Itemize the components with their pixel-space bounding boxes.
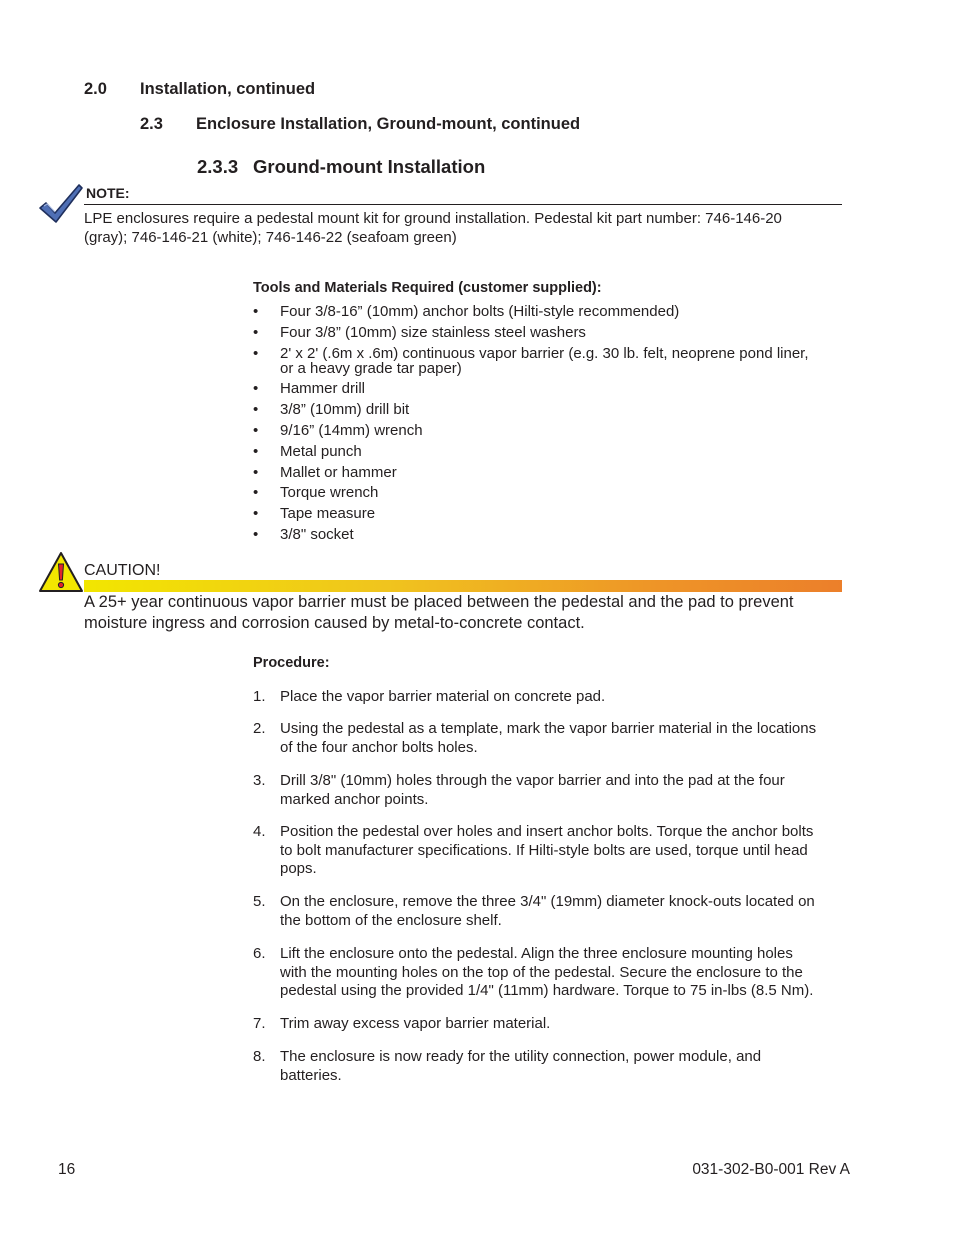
procedure-title: Procedure:	[253, 655, 330, 671]
list-item-text: • Tape measure	[280, 505, 376, 523]
step-number: 4.	[253, 823, 266, 840]
list-item	[253, 444, 843, 459]
note-divider	[84, 204, 842, 205]
caution-line: A 25+ year continuous vapor barrier must be placed between the pedestal and the pad to prevent	[84, 593, 794, 611]
procedure-step	[253, 893, 843, 930]
subsection-number: 2.3	[140, 115, 163, 133]
step-text: The enclosure is now ready for the utility connection, power module, and	[280, 1048, 762, 1065]
list-item-text: • Four 3/8” (10mm) size stainless steel washers	[280, 323, 586, 341]
procedure-step	[253, 1015, 843, 1034]
list-item	[253, 325, 843, 340]
list-item	[253, 527, 843, 542]
list-item	[253, 465, 843, 480]
list-item	[253, 304, 843, 319]
section-number: 2.0	[84, 80, 107, 98]
section-heading	[84, 80, 315, 99]
checkmark-icon	[38, 182, 84, 224]
list-item-text: • Metal punch	[280, 442, 362, 460]
list-item	[253, 485, 843, 500]
list-item-text: • 2' x 2' (.6m x .6m) continuous vapor barrier (e.g. 30 lb. felt, neoprene pond liner,	[280, 344, 809, 362]
step-text: Lift the enclosure onto the pedestal. Align the three enclosure mounting holes	[280, 945, 793, 962]
step-text: pops.	[280, 860, 317, 878]
step-text: batteries.	[280, 1066, 342, 1084]
subsubsection-title: Ground-mount Installation	[253, 156, 486, 177]
list-item	[253, 402, 843, 417]
list-item	[253, 346, 843, 376]
step-number: 8.	[253, 1048, 266, 1065]
step-number: 3.	[253, 772, 266, 789]
step-text: Using the pedestal as a template, mark the vapor barrier material in the locations	[280, 720, 817, 737]
list-item-text: • 3/8" socket	[280, 525, 354, 543]
step-number: 7.	[253, 1015, 266, 1032]
list-item-text: • 9/16” (14mm) wrench	[280, 421, 423, 439]
section-title: Installation, continued	[140, 80, 316, 98]
subsection-heading	[140, 115, 580, 134]
tools-list	[253, 304, 843, 548]
step-text: On the enclosure, remove the three 3/4" (19mm) diameter knock-outs located on	[280, 893, 815, 910]
page-number: 16	[58, 1161, 76, 1178]
document-id: 031-302-B0-001 Rev A	[692, 1161, 850, 1178]
step-text: to bolt manufacturer specifications. If Hilti-style bolts are used, torque until head	[280, 841, 808, 859]
note-line: LPE enclosures require a pedestal mount kit for ground installation. Pedestal kit part number: 746-146-20	[84, 210, 782, 227]
step-number: 5.	[253, 893, 266, 910]
list-item-text: • 3/8” (10mm) drill bit	[280, 401, 410, 419]
procedure-step	[253, 945, 843, 1001]
list-item	[253, 381, 843, 396]
note-body	[84, 209, 844, 247]
caution-line: moisture ingress and corrosion caused by metal-to-concrete contact.	[84, 614, 585, 632]
step-number: 6.	[253, 945, 266, 962]
list-item-text: • Hammer drill	[280, 380, 366, 398]
note-title: NOTE:	[86, 185, 130, 201]
step-text: with the mounting holes on the top of the pedestal. Secure the enclosure to the	[280, 963, 803, 981]
subsubsection-number: 2.3.3	[197, 156, 239, 177]
tools-title: Tools and Materials Required (customer supplied):	[253, 280, 602, 296]
step-text: Position the pedestal over holes and insert anchor bolts. Torque the anchor bolts	[280, 823, 814, 840]
note-line: (gray); 746-146-21 (white); 746-146-22 (seafoam green)	[84, 229, 457, 246]
step-text: the bottom of the enclosure shelf.	[280, 911, 502, 929]
subsection-title: Enclosure Installation, Ground-mount, continued	[196, 115, 581, 133]
procedure-step	[253, 720, 843, 757]
step-text: Place the vapor barrier material on concrete pad.	[280, 688, 606, 705]
procedure-step	[253, 688, 843, 707]
list-item-text: • Torque wrench	[280, 484, 379, 502]
step-text: Trim away excess vapor barrier material.	[280, 1015, 551, 1032]
warning-triangle-icon	[38, 551, 84, 594]
step-text: pedestal using the provided 1/4" (11mm) hardware. Torque to 75 in-lbs (8.5 Nm).	[280, 982, 814, 1000]
step-text: Drill 3/8" (10mm) holes through the vapor barrier and into the pad at the four	[280, 772, 785, 789]
step-number: 2.	[253, 720, 266, 737]
list-item	[253, 506, 843, 521]
step-text: marked anchor points.	[280, 790, 429, 808]
list-item-text: or a heavy grade tar paper)	[280, 359, 462, 377]
step-number: 1.	[253, 688, 266, 705]
list-item-text: • Mallet or hammer	[280, 463, 397, 481]
procedure-step	[253, 1048, 843, 1085]
procedure-step	[253, 772, 843, 809]
list-item	[253, 423, 843, 438]
caution-body	[84, 592, 844, 634]
caution-title: CAUTION!	[84, 562, 161, 579]
list-item-text: • Four 3/8-16” (10mm) anchor bolts (Hilti-style recommended)	[280, 303, 680, 320]
step-text: of the four anchor bolts holes.	[280, 738, 478, 756]
caution-bar	[84, 580, 842, 592]
subsubsection-heading	[197, 156, 485, 178]
procedure-step	[253, 823, 843, 879]
